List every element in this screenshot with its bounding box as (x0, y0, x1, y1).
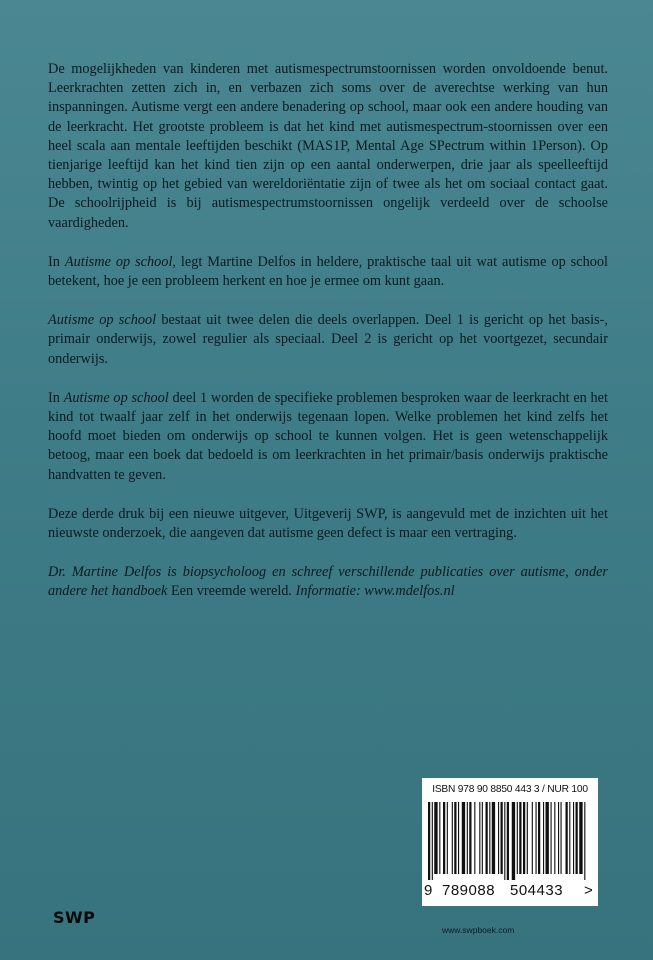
publisher-website: www.swpboek.com (442, 925, 515, 935)
barcode-bar (467, 802, 468, 874)
barcode-bar (486, 802, 488, 874)
barcode-bar (519, 802, 521, 874)
bio-info: . Informatie: www.mdelfos.nl (288, 583, 455, 600)
paragraph-summary (48, 253, 608, 291)
barcode-bar (443, 802, 445, 874)
paragraph-part-one (48, 389, 608, 485)
barcode-bar (498, 802, 499, 874)
book-title: Autisme op school (64, 253, 173, 270)
barcode-bar (479, 802, 480, 874)
paragraph-parts (48, 311, 608, 369)
bio-text: Dr. Martine Delfos is biopsycholoog en schreef verschillende publicaties over autisme, onder andere het handboek (48, 564, 608, 600)
barcode-bar (454, 802, 456, 874)
barcode-bar (507, 802, 509, 880)
barcode-bar (527, 802, 528, 874)
barcode-bar (543, 802, 544, 874)
text-run: , legt Martine Delfos in heldere, praktische taal uit wat autisme op school betekent, hoe je een probleem herkent en hoe je ermee om kunt gaan. (48, 253, 608, 290)
book-title: Autisme op school (63, 389, 169, 406)
handbook-title: Een vreemde wereld (170, 583, 289, 600)
barcode-bar (554, 802, 555, 874)
text-run: In (48, 389, 64, 406)
barcode-bar (551, 802, 552, 874)
barcode-right-digits: 504433 (510, 882, 564, 899)
barcode-first-digit: 9 (424, 882, 433, 899)
barcode-bar (546, 802, 549, 874)
barcode-bar (474, 802, 475, 874)
barcode-bar (573, 802, 574, 874)
barcode-bar (558, 802, 559, 874)
barcode-bar (489, 802, 490, 874)
barcode-bar (504, 802, 505, 880)
barcode-bar (512, 802, 515, 880)
barcode-bar (569, 802, 570, 874)
blurb-text (48, 60, 608, 622)
barcode-bars (428, 802, 588, 880)
text-run: bestaat uit twee delen die deels overlappen. Deel 1 is gericht op het basis-, primair onderwijs, zowel regulier als speciaal. Deel 2 is gericht op het voortgezet, secundair onderwijs. (48, 312, 608, 367)
barcode-bar (482, 802, 483, 874)
barcode-bar (428, 802, 430, 880)
barcode-bar (469, 802, 471, 874)
barcode-bar (458, 802, 459, 874)
barcode-bar (532, 802, 533, 874)
barcode-bar (561, 802, 562, 874)
author-bio (48, 563, 608, 601)
barcode-bar (447, 802, 448, 874)
paragraph-intro: De mogelijkheden van kinderen met autismespectrumstoornissen worden onvoldoende benut. Leerkrachten zetten zich in, en verbazen zich soms over de averechtse werking van hun inspanningen. Autisme vergt een andere benadering op school, maar ook een andere houding van de leerkracht. Het grootste probleem is dat het kind met autismespectrum-stoornissen over een heel scala aan mentale leeftijden beschikt (MAS1P, Mental Age SPectrum within 1Person). Op tienjarige leeftijd kan het kind tien zijn op een aantal onderwerpen, drie jaar als speelleeftijd hebben, twintig op het gebied van wereldoriëntatie zijn of twee als het om sociaal contact gaat. De schoolrijpheid is bij autismespectrumstoornissen ongelijk verdeeld over de schoolse vaardigheden. (48, 61, 608, 231)
barcode-quiet-mark: > (584, 882, 594, 899)
barcode-bar (523, 802, 525, 874)
barcode-bar (566, 802, 568, 874)
barcode-bar (434, 802, 437, 874)
barcode-bar (538, 802, 540, 874)
text-run: deel 1 worden de specifieke problemen besproken waar de leerkracht en het kind tot twaalf jaar zelf in het onderwijs tegenaan lopen. Welke problemen het kind zelfs het hoofd moet bieden om onderwijs op school te kunnen volgen. Het is geen wetenschappelijk betoog, maar een boek dat bedoeld is om leerkrachten in het primair/basis onderwijs praktische handvatten te geven. (48, 389, 609, 483)
barcode-bar (501, 802, 503, 874)
barcode-bar (492, 802, 495, 874)
barcode-bar (576, 802, 578, 874)
barcode-bar (462, 802, 465, 874)
barcode-panel (422, 778, 598, 906)
book-title: Autisme op school (48, 312, 157, 329)
barcode-bar (517, 802, 518, 874)
barcode-bar (579, 802, 582, 874)
barcode-bar (536, 802, 537, 874)
paragraph-edition: Deze derde druk bij een nieuwe uitgever, Uitgeverij SWP, is aangevuld met de inzichten uit het nieuwste onderzoek, die aangeven dat autisme geen defect is maar een vertraging. (48, 505, 608, 542)
barcode-left-digits: 789088 (442, 882, 496, 899)
barcode-bar (439, 802, 440, 874)
barcode-bar (584, 802, 585, 880)
isbn-text: ISBN 978 90 8850 443 3 / NUR 100 (432, 784, 588, 795)
barcode-bar (432, 802, 433, 880)
publisher-logo: SWP (53, 908, 96, 927)
barcode-bar (452, 802, 453, 874)
text-run: In (48, 253, 65, 270)
